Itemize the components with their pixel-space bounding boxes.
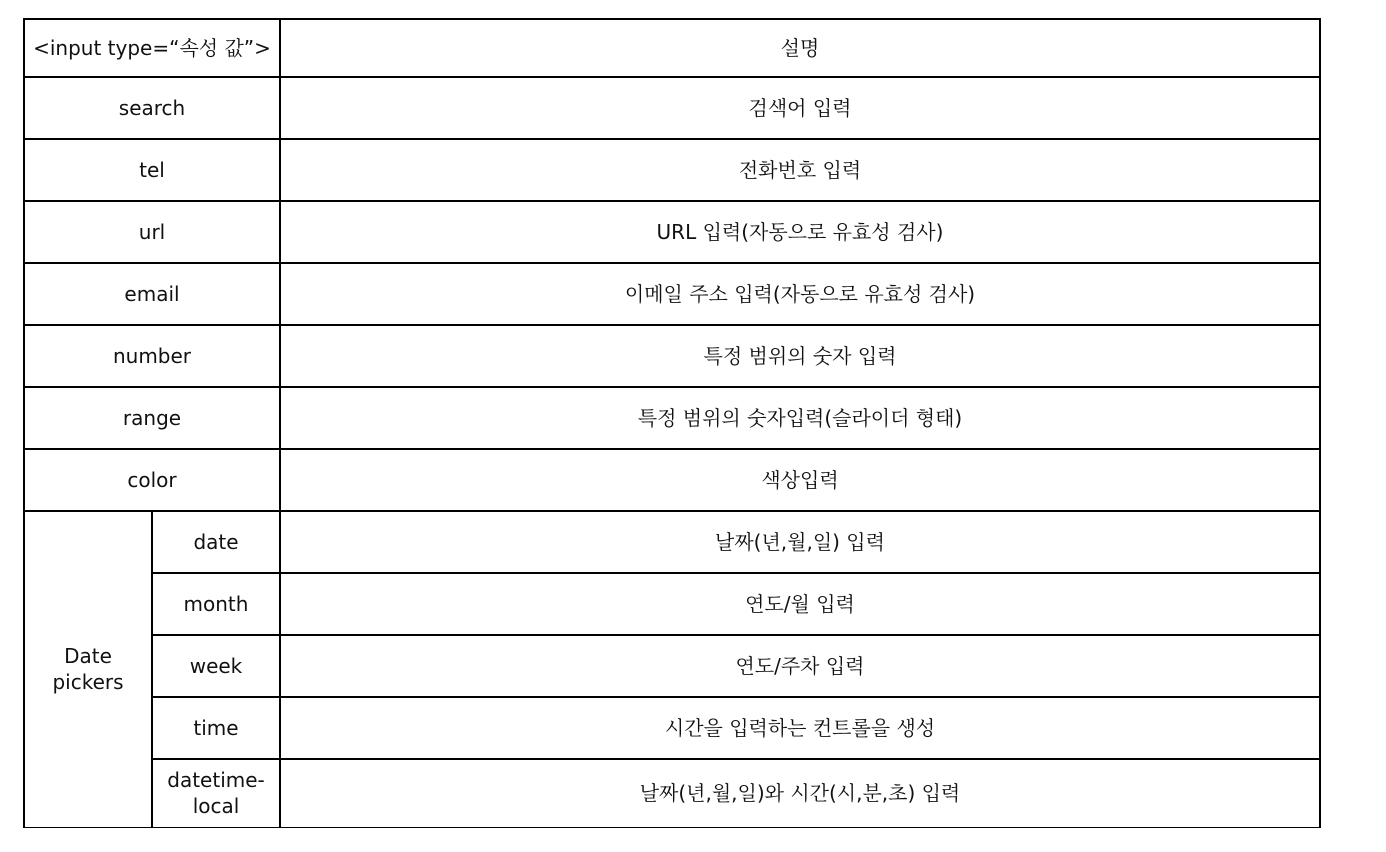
date-pickers-group-cell: Date pickers bbox=[24, 511, 152, 827]
desc-cell: 이메일 주소 입력(자동으로 유효성 검사) bbox=[280, 263, 1320, 325]
header-attr-cell: <input type=“속성 값”> bbox=[24, 19, 280, 77]
desc-cell: 날짜(년,월,일)와 시간(시,분,초) 입력 bbox=[280, 759, 1320, 827]
attr-cell: tel bbox=[24, 139, 280, 201]
desc-cell: 검색어 입력 bbox=[280, 77, 1320, 139]
header-desc-cell: 설명 bbox=[280, 19, 1320, 77]
table-row bbox=[24, 635, 1320, 697]
table-row bbox=[24, 449, 1320, 511]
desc-cell: URL 입력(자동으로 유효성 검사) bbox=[280, 201, 1320, 263]
table-row bbox=[24, 387, 1320, 449]
attr-cell: datetime-local bbox=[152, 759, 280, 827]
desc-cell: 날짜(년,월,일) 입력 bbox=[280, 511, 1320, 573]
attr-cell: email bbox=[24, 263, 280, 325]
input-type-table bbox=[23, 18, 1321, 828]
desc-cell: 특정 범위의 숫자 입력 bbox=[280, 325, 1320, 387]
table-row bbox=[24, 697, 1320, 759]
table-row bbox=[24, 511, 1320, 573]
attr-cell: week bbox=[152, 635, 280, 697]
desc-cell: 색상입력 bbox=[280, 449, 1320, 511]
attr-cell: color bbox=[24, 449, 280, 511]
table-row bbox=[24, 201, 1320, 263]
attr-cell: search bbox=[24, 77, 280, 139]
attr-cell: range bbox=[24, 387, 280, 449]
input-type-table-container bbox=[23, 18, 1321, 828]
attr-cell: date bbox=[152, 511, 280, 573]
table-row bbox=[24, 139, 1320, 201]
desc-cell: 시간을 입력하는 컨트롤을 생성 bbox=[280, 697, 1320, 759]
attr-cell: url bbox=[24, 201, 280, 263]
table-row bbox=[24, 325, 1320, 387]
attr-cell: month bbox=[152, 573, 280, 635]
desc-cell: 연도/월 입력 bbox=[280, 573, 1320, 635]
desc-cell: 특정 범위의 숫자입력(슬라이더 형태) bbox=[280, 387, 1320, 449]
table-header-row bbox=[24, 19, 1320, 77]
desc-cell: 전화번호 입력 bbox=[280, 139, 1320, 201]
table-row bbox=[24, 759, 1320, 827]
attr-cell: number bbox=[24, 325, 280, 387]
table-row bbox=[24, 77, 1320, 139]
attr-cell: time bbox=[152, 697, 280, 759]
table-row bbox=[24, 263, 1320, 325]
table-row bbox=[24, 573, 1320, 635]
desc-cell: 연도/주차 입력 bbox=[280, 635, 1320, 697]
